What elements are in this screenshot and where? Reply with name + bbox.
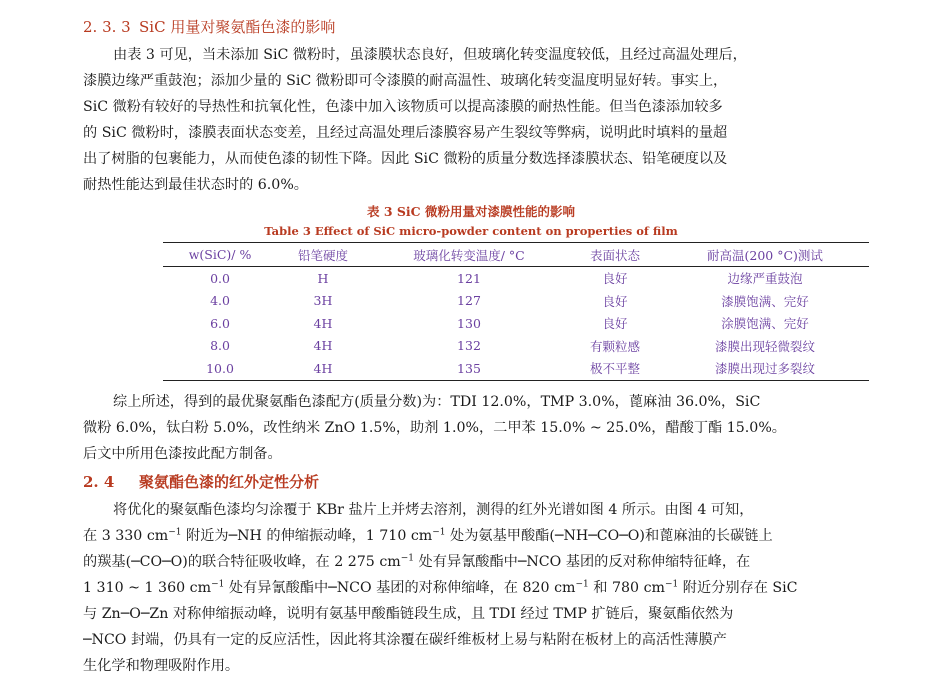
text-line: 的 SiC 微粉时，漆膜表面状态变差，且经过高温处理后漆膜容易产生裂纹等弊病，说明此时填料的量超 (83, 125, 728, 141)
text-line: SiC 微粉有较好的导热性和抗氧化性，色漆中加入该物质可以提高漆膜的耐热性能。但当色漆添加较多 (83, 99, 723, 115)
text-span: 处有异氰酸酯中─NCO 基团的对称伸缩峰，在 820 cm (224, 579, 576, 596)
table-row (163, 267, 869, 290)
table-cell: H (317, 270, 329, 286)
paragraph-sic-effect (83, 42, 859, 198)
table-cell: 漆膜出现过多裂纹 (661, 357, 869, 380)
table-cell: 极不平整 (569, 357, 661, 380)
table-cell: 6.0 (210, 315, 230, 331)
table-cell: 0.0 (210, 270, 230, 286)
table-caption-en: Table 3 Effect of SiC micro-powder content on properties of film (264, 224, 678, 238)
text-line: 后文中所用色漆按此配方制备。 (83, 445, 282, 462)
text-span: 附近分别存在 SiC (678, 579, 798, 596)
table-header: 表面状态 (569, 243, 661, 267)
text-span: 在 3 330 cm (83, 527, 169, 544)
table-row (163, 312, 869, 335)
section-number: 2. 4 (83, 472, 115, 491)
text-line: 将优化的聚氨酯色漆均匀涂覆于 KBr 盐片上并烤去溶剂，测得的红外光谱如图 4 所示。由图 4 可知， (113, 501, 754, 518)
table-row (163, 335, 869, 358)
table-row (163, 357, 869, 380)
table-cell: 127 (457, 293, 481, 309)
text-span: 的羰基(─CO─O)的联合特征吸收峰，在 2 275 cm (83, 553, 401, 570)
section-title: 聚氨酯色漆的红外定性分析 (139, 472, 320, 491)
text-line: 微粉 6.0%，钛白粉 5.0%，改性纳米 ZnO 1.5%，助剂 1.0%，二甲苯 15.0% ~ 25.0%，醋酸丁酯 15.0%。 (83, 419, 786, 436)
table-header: w(SiC)/ % (163, 243, 277, 267)
table-cell: 良好 (602, 316, 628, 332)
table-cell: 漆膜饱满、完好 (721, 293, 809, 309)
superscript: −1 (211, 578, 225, 589)
section-number: 2. 3. 3 (83, 18, 131, 36)
paragraph-summary (83, 389, 859, 467)
text-line: 出了树脂的包裹能力，从而使色漆的韧性下降。因此 SiC 微粉的质量分数选择漆膜状态、铅笔硬度以及 (83, 151, 728, 167)
table-header-row (163, 243, 869, 267)
text-line: 由表 3 可见，当未添加 SiC 微粉时，虽漆膜状态良好，但玻璃化转变温度较低，且经过高温处理后， (113, 47, 747, 63)
table-cell: 135 (369, 357, 569, 380)
table-row (163, 290, 869, 313)
table-cell: 漆膜出现轻微裂纹 (714, 338, 815, 354)
table-cell: 4.0 (210, 293, 230, 309)
table-cell: 121 (457, 270, 481, 286)
table-cell: 4H (313, 338, 333, 354)
text-line: 漆膜边缘严重鼓泡；添加少量的 SiC 微粉即可令漆膜的耐高温性、玻璃化转变温度明显好转。事实上， (83, 73, 728, 89)
table-cell: 4H (277, 357, 369, 380)
text-line: 与 Zn─O─Zn 对称伸缩振动峰，说明有氨基甲酸酯链段生成，且 TDI 经过 TMP 扩链后，聚氨酯依然为 (83, 605, 734, 622)
table-cell: 132 (457, 338, 481, 354)
text-span: 附近为─NH 的伸缩振动峰，1 710 cm (181, 527, 433, 544)
text-line: ─NCO 封端，仍具有一定的反应活性，因此将其涂覆在碳纤维板材上易与粘附在板材上的高活性薄膜产 (83, 631, 727, 648)
superscript: −1 (168, 526, 182, 537)
text-line (83, 575, 859, 601)
section-title: SiC 用量对聚氨酯色漆的影响 (139, 18, 336, 36)
text-line: 耐热性能达到最佳状态时的 6.0%。 (83, 177, 308, 193)
paragraph-ir-analysis (83, 497, 859, 679)
table-header: 铅笔硬度 (277, 243, 369, 267)
table-cell: 3H (313, 293, 333, 309)
table-cell: 10.0 (163, 357, 277, 380)
text-span: 和 780 cm (588, 579, 665, 596)
table-cell: 良好 (602, 293, 628, 309)
table-sic-effect (163, 242, 869, 381)
table-cell: 有颗粒感 (590, 338, 641, 354)
superscript: −1 (400, 552, 415, 563)
superscript: −1 (664, 578, 679, 589)
text-span: 处为氨基甲酸酯(─NH─CO─O)和蓖麻油的长碳链上 (445, 527, 773, 544)
table-cell: 4H (313, 315, 333, 331)
superscript: −1 (575, 578, 589, 589)
table-cell: 8.0 (210, 338, 230, 354)
superscript: −1 (432, 526, 446, 537)
table-cell: 边缘严重鼓泡 (727, 271, 803, 287)
text-line (83, 549, 859, 575)
text-line: 综上所述，得到的最优聚氨酯色漆配方(质量分数)为：TDI 12.0%，TMP 3.0%，蓖麻油 36.0%，SiC (113, 393, 761, 410)
table-header: 玻璃化转变温度/ °C (369, 243, 569, 267)
section-heading-2-3-3 (83, 12, 859, 42)
table-cell: 130 (457, 315, 481, 331)
text-span: 1 310 ~ 1 360 cm (83, 579, 212, 596)
table-header: 耐高温(200 °C)测试 (661, 243, 869, 267)
table-cell: 涂膜饱满、完好 (721, 316, 809, 332)
section-heading-2-4 (83, 467, 859, 497)
table-cell: 良好 (602, 271, 628, 287)
text-line: 生化学和物理吸附作用。 (83, 657, 240, 674)
table-caption-cn: 表 3 SiC 微粉用量对漆膜性能的影响 (367, 204, 575, 219)
text-line (83, 523, 859, 549)
text-span: 处有异氰酸酯中─NCO 基团的反对称伸缩特征峰，在 (414, 553, 751, 570)
